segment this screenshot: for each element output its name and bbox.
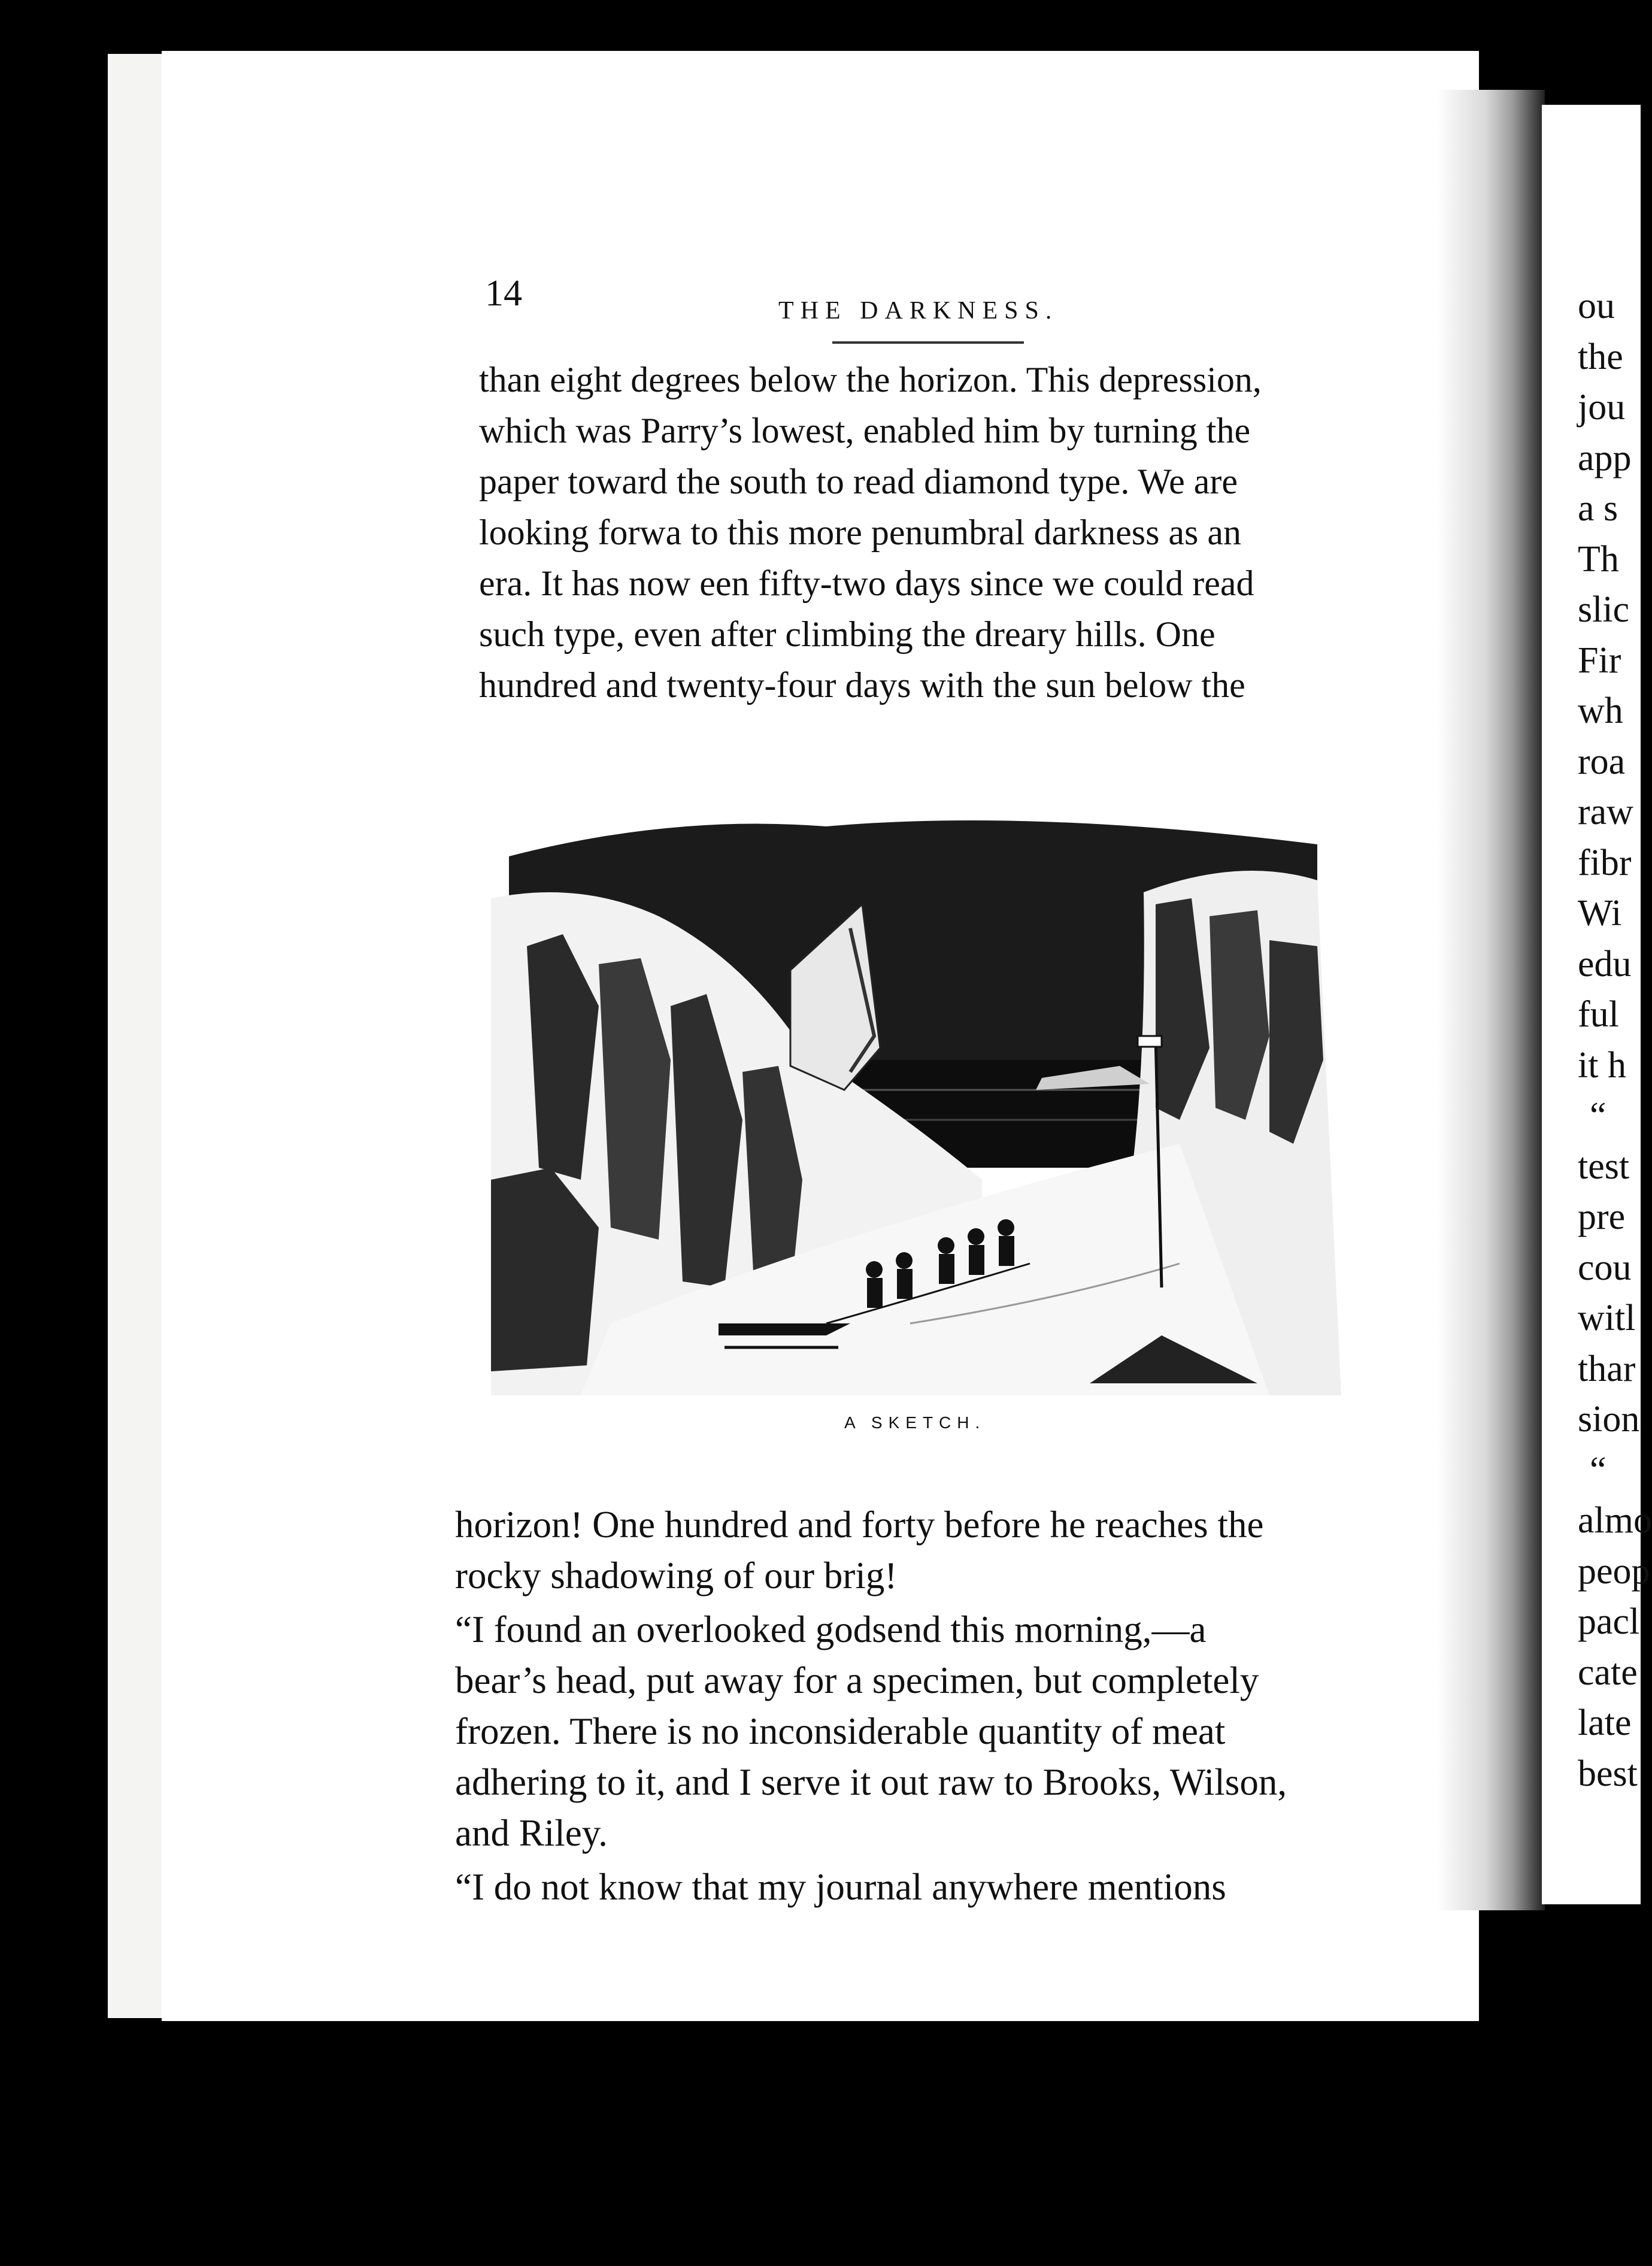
text-line: and Riley. bbox=[455, 1812, 608, 1854]
facing-page-text-fragment: ful bbox=[1578, 994, 1619, 1035]
text-line: “I found an overlooked godsend this morning,—a bbox=[455, 1608, 1207, 1650]
text-line: “I do not know that my journal anywhere mentions bbox=[455, 1866, 1226, 1908]
text-line: paper toward the south to read diamond type. We are bbox=[479, 462, 1238, 501]
facing-page-text-fragment: jou bbox=[1578, 387, 1626, 428]
text-line: bear’s head, put away for a specimen, but completely bbox=[455, 1659, 1259, 1701]
facing-page bbox=[1542, 105, 1652, 1904]
facing-page-text-fragment: Fir bbox=[1578, 640, 1621, 681]
text-line: than eight degrees below the horizon. This depression, bbox=[479, 360, 1262, 399]
running-title: THE DARKNESS. bbox=[778, 297, 1059, 325]
facing-page-text-fragment: “ bbox=[1590, 1095, 1606, 1136]
text-line: horizon! One hundred and forty before he reaches the bbox=[455, 1504, 1264, 1546]
facing-page-text-fragment: app bbox=[1578, 437, 1632, 478]
facing-page-text-fragment: witl bbox=[1578, 1298, 1636, 1338]
facing-page-text-fragment: late bbox=[1578, 1702, 1632, 1743]
facing-page-text-fragment: best bbox=[1578, 1753, 1638, 1794]
facing-page-text-fragment: pacl bbox=[1578, 1601, 1640, 1642]
page-gutter-shadow bbox=[1437, 90, 1545, 1910]
facing-page-text-fragment: sion bbox=[1578, 1399, 1640, 1440]
text-line: adhering to it, and I serve it out raw to Brooks, Wilson, bbox=[455, 1761, 1287, 1803]
facing-page-text-fragment: Wi bbox=[1578, 893, 1622, 934]
page-number: 14 bbox=[485, 273, 522, 314]
facing-page-text-fragment: it h bbox=[1578, 1044, 1626, 1086]
text-line: era. It has now een fifty-two days since we could read bbox=[479, 564, 1254, 603]
facing-page-text-fragment: roa bbox=[1578, 741, 1626, 782]
facing-page-text-fragment: slic bbox=[1578, 589, 1630, 630]
facing-page-text-fragment: “ bbox=[1590, 1449, 1606, 1491]
text-line: hundred and twenty-four days with the sun below the bbox=[479, 665, 1245, 705]
facing-page-text-fragment: a s bbox=[1578, 488, 1618, 529]
header-rule bbox=[832, 341, 1024, 344]
text-line: which was Parry’s lowest, enabled him by turning the bbox=[479, 411, 1251, 450]
facing-page-text-fragment: almo bbox=[1578, 1500, 1652, 1541]
facing-page-text-fragment: test bbox=[1578, 1146, 1630, 1187]
sketch-illustration bbox=[491, 808, 1341, 1395]
facing-page-text-fragment: the bbox=[1578, 336, 1623, 377]
illustration-caption: A SKETCH. bbox=[844, 1413, 986, 1432]
facing-page-text-fragment: pre bbox=[1578, 1196, 1626, 1237]
facing-page-text-fragment: ou bbox=[1578, 286, 1615, 326]
facing-page-text-fragment: thar bbox=[1578, 1348, 1636, 1389]
text-line: looking forwa to this more penumbral darkness as an bbox=[479, 513, 1242, 552]
facing-page-text-fragment: cate bbox=[1578, 1652, 1638, 1693]
facing-page-text-fragment: wh bbox=[1578, 690, 1623, 731]
facing-page-text-fragment: peop bbox=[1578, 1550, 1650, 1592]
facing-page-text-fragment: Th bbox=[1578, 538, 1619, 580]
text-line: frozen. There is no inconsiderable quantity of meat bbox=[455, 1710, 1226, 1752]
text-line: rocky shadowing of our brig! bbox=[455, 1555, 898, 1596]
page-header bbox=[485, 272, 1383, 326]
facing-page-text-fragment: raw bbox=[1578, 792, 1633, 832]
facing-page-text-fragment: fibr bbox=[1578, 842, 1632, 883]
text-line: such type, even after climbing the dreary hills. One bbox=[479, 614, 1215, 654]
facing-page-text-fragment: edu bbox=[1578, 943, 1632, 984]
facing-page-text-fragment: cou bbox=[1578, 1247, 1632, 1288]
